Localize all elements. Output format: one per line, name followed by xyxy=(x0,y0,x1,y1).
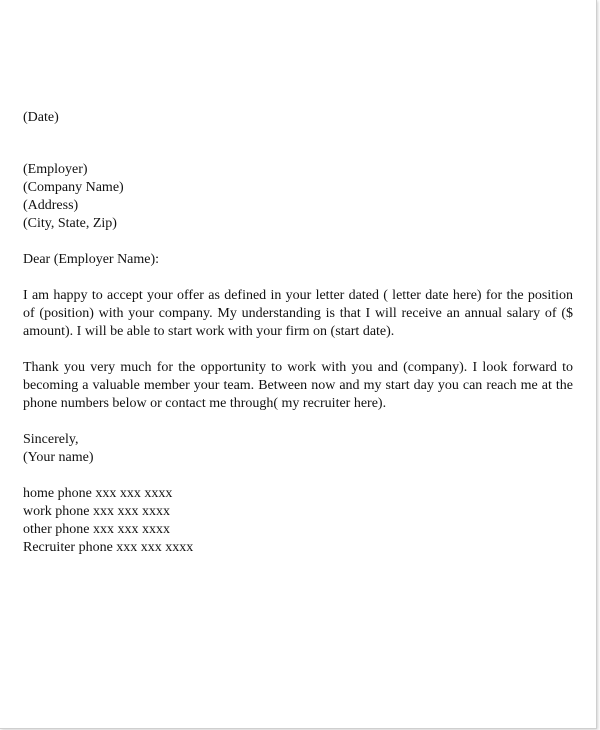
letter-body xyxy=(23,109,573,557)
salutation: Dear (Employer Name): xyxy=(23,252,160,267)
address-line: (Address) xyxy=(23,198,79,213)
city-state-zip-line: (City, State, Zip) xyxy=(23,216,117,231)
phone-list xyxy=(23,485,573,557)
date-line: (Date) xyxy=(23,110,59,125)
paragraph-thanks: Thank you very much for the opportunity to work with you and (company). I look forward to becoming a valuable member your team. Between now and my start day you can reach me at the phone numbers below or contact me through( my recruiter here). xyxy=(23,360,573,411)
phone-other: other phone xxx xxx xxxx xyxy=(23,522,170,537)
closing-block xyxy=(23,431,573,467)
signature-name: (Your name) xyxy=(23,450,94,465)
phone-recruiter: Recruiter phone xxx xxx xxxx xyxy=(23,540,194,555)
company-name-line: (Company Name) xyxy=(23,180,124,195)
recipient-block xyxy=(23,161,573,233)
phone-work: work phone xxx xxx xxxx xyxy=(23,504,170,519)
spacer xyxy=(23,127,573,161)
closing: Sincerely, xyxy=(23,432,79,447)
paragraph-acceptance: I am happy to accept your offer as defined in your letter dated ( letter date here) for the position of (position) with your company. My understanding is that I will receive an annual salary of ($ amount). I will be able to start work with your firm on (start date). xyxy=(23,288,573,339)
phone-home: home phone xxx xxx xxxx xyxy=(23,486,173,501)
spacer xyxy=(23,467,573,485)
spacer xyxy=(23,413,573,431)
spacer xyxy=(23,269,573,287)
employer-line: (Employer) xyxy=(23,162,88,177)
spacer xyxy=(23,341,573,359)
spacer xyxy=(23,233,573,251)
